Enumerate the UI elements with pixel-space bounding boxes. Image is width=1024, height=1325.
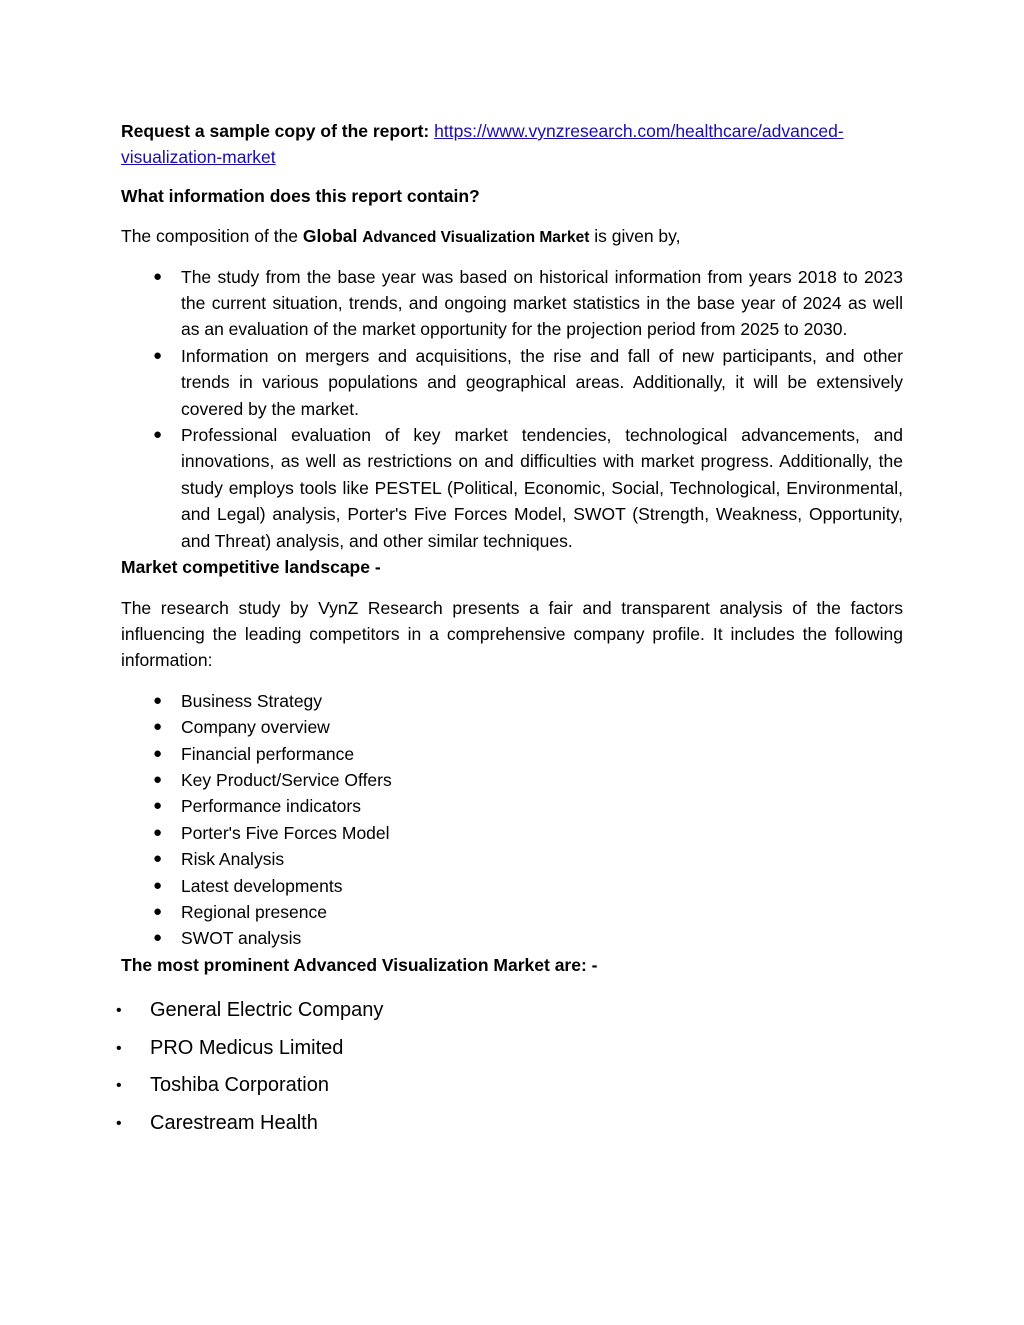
list-item-text: Company overview xyxy=(181,717,330,738)
list-item-text: Regional presence xyxy=(181,901,327,922)
list-item-text: SWOT analysis xyxy=(181,928,302,949)
bullet-icon: • xyxy=(116,1039,122,1057)
list-item xyxy=(121,343,903,422)
company-list xyxy=(116,992,903,1142)
list-item-text: Key Product/Service Offers xyxy=(181,769,392,790)
bullet-icon: ● xyxy=(153,797,163,815)
info-bullet-list xyxy=(121,688,903,952)
bullet-icon: ● xyxy=(153,876,163,894)
bullet-icon: ● xyxy=(153,744,163,762)
company-item xyxy=(116,1030,903,1068)
composition-after: is given by, xyxy=(589,226,681,247)
prominent-heading: The most prominent Advanced Visualization Market are: - xyxy=(121,954,598,975)
request-sample-line xyxy=(121,118,903,171)
bullet-icon: ● xyxy=(153,929,163,947)
list-item xyxy=(121,820,903,846)
document-page xyxy=(116,118,903,1143)
list-item xyxy=(121,741,903,767)
list-item xyxy=(121,688,903,714)
company-item xyxy=(116,1105,903,1143)
bullet-icon: ● xyxy=(153,850,163,868)
list-item-text: Professional evaluation of key market tendencies, technological advancements, and innovations, as well as restrictions on and difficulties with market progress. Additionally, the study employs tools like PESTEL (Political, Economic, Social, Technological, Environmental, and Legal) analysis, Porter's Five Forces Model, SWOT (Strength, Weakness, Opportunity, and Threat) analysis, and other similar techniques. xyxy=(181,425,903,551)
scope-bullet-list xyxy=(121,264,903,554)
bullet-icon: ● xyxy=(153,718,163,736)
list-item-text: Business Strategy xyxy=(181,690,323,711)
company-name: General Electric Company xyxy=(150,999,384,1022)
bullet-icon: • xyxy=(116,1077,122,1095)
composition-global: Global xyxy=(302,226,358,247)
bullet-icon: ● xyxy=(153,691,163,709)
landscape-paragraph: The research study by VynZ Research presents a fair and transparent analysis of the factors influencing the leading competitors in a comprehensive company profile. It includes the following information: xyxy=(121,597,903,671)
bullet-icon: ● xyxy=(153,426,163,444)
bullet-icon: • xyxy=(116,1114,122,1132)
composition-line xyxy=(121,223,903,251)
list-item xyxy=(121,767,903,793)
company-name: Carestream Health xyxy=(150,1111,318,1134)
info-question-heading: What information does this report contain? xyxy=(121,185,480,206)
list-item xyxy=(121,793,903,819)
bullet-icon: ● xyxy=(153,770,163,788)
bullet-icon: ● xyxy=(153,823,163,841)
list-item xyxy=(121,714,903,740)
list-item-text: The study from the base year was based on historical information from years 2018 to 2023 the current situation, trends, and ongoing market statistics in the base year of 2024 as well as an evaluation of the market opportunity for the projection period from 2025 to 2030. xyxy=(181,266,903,340)
list-item-text: Financial performance xyxy=(181,743,355,764)
list-item-text: Performance indicators xyxy=(181,796,361,817)
composition-market: Advanced Visualization Market xyxy=(362,229,590,247)
list-item-text: Latest developments xyxy=(181,875,343,896)
company-name: PRO Medicus Limited xyxy=(150,1036,344,1059)
bullet-icon: • xyxy=(116,1002,122,1020)
list-item-text: Risk Analysis xyxy=(181,849,285,870)
company-item xyxy=(116,1067,903,1105)
bullet-icon: ● xyxy=(153,346,163,364)
request-label: Request a sample copy of the report: xyxy=(121,121,430,141)
list-item xyxy=(121,925,903,951)
list-item xyxy=(121,422,903,554)
company-item xyxy=(116,992,903,1030)
list-item xyxy=(121,846,903,872)
list-item-text: Porter's Five Forces Model xyxy=(181,822,390,843)
landscape-heading: Market competitive landscape - xyxy=(121,557,381,578)
bullet-icon: ● xyxy=(153,902,163,920)
report-link[interactable]: https://www.vynzresearch.com/healthcare/advanced-visualization-market xyxy=(121,121,844,168)
company-name: Toshiba Corporation xyxy=(150,1074,329,1097)
bullet-icon: ● xyxy=(153,267,163,285)
list-item xyxy=(121,873,903,899)
list-item xyxy=(121,264,903,343)
list-item-text: Information on mergers and acquisitions, the rise and fall of new participants, and other trends in various populations and geographical areas. Additionally, it will be extensively covered by the market. xyxy=(181,345,903,419)
list-item xyxy=(121,899,903,925)
composition-before: The composition of the xyxy=(121,226,303,247)
